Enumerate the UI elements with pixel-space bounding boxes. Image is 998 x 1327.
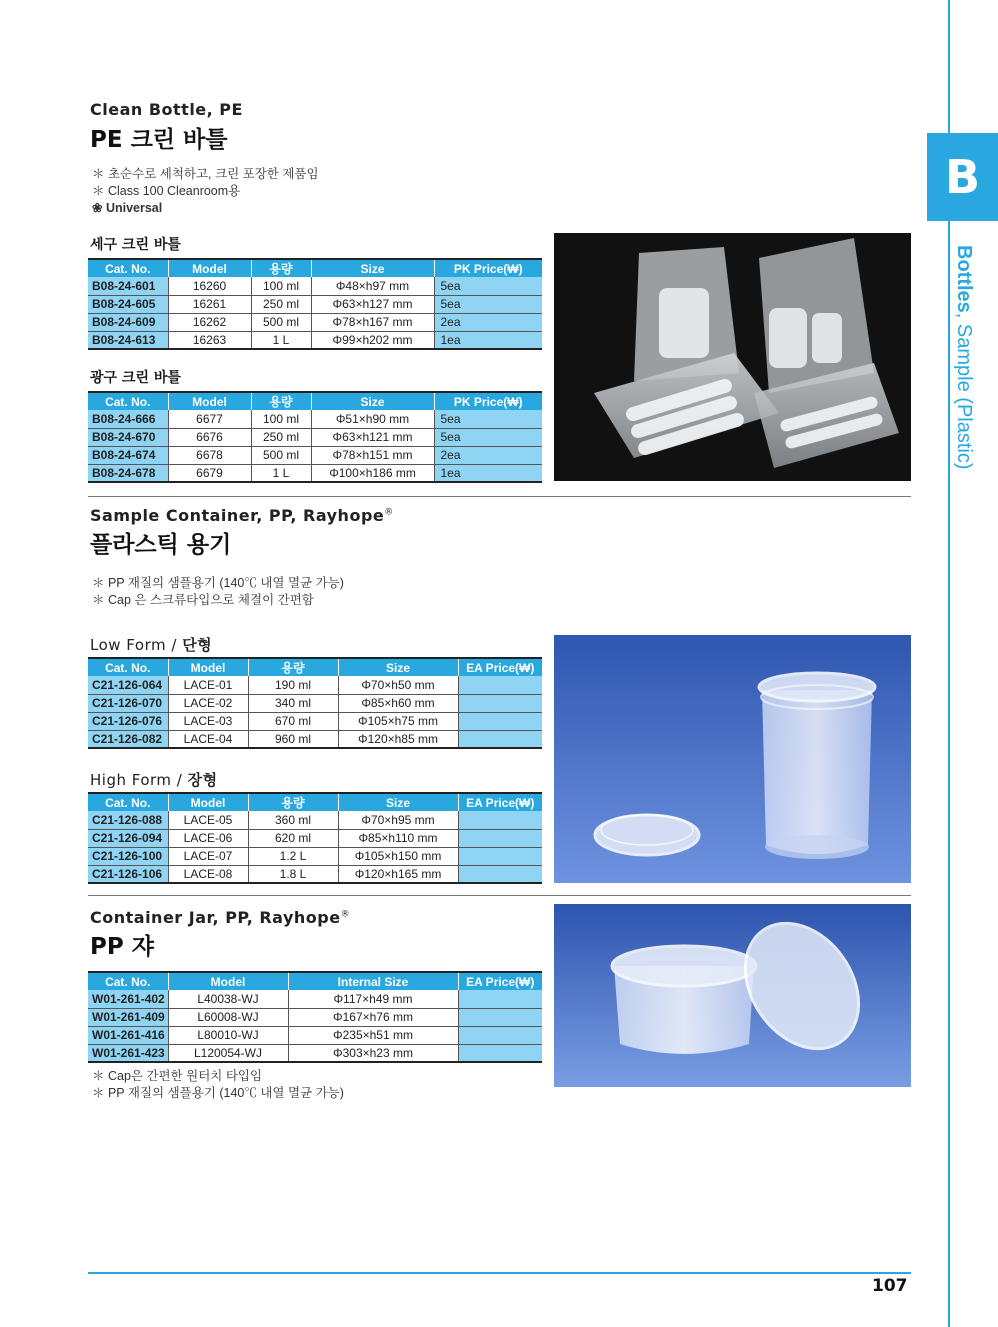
col-header-cat: Cat. No. xyxy=(88,392,168,410)
table-cell: W01-261-402 xyxy=(88,990,168,1008)
table-cell xyxy=(458,694,542,712)
table-cell: B08-24-605 xyxy=(88,295,168,313)
col-header-size: Size xyxy=(311,259,434,277)
col-header-volume: 용량 xyxy=(251,259,311,277)
table-cell: Φ105×h150 mm xyxy=(338,847,458,865)
table-cell: 190 ml xyxy=(248,676,338,694)
table-cell: C21-126-094 xyxy=(88,829,168,847)
s1-note-1: ＊ 초순수로 세척하고, 크린 포장한 제품임 xyxy=(92,167,319,181)
table-cell: Φ78×h167 mm xyxy=(311,313,434,331)
table-row xyxy=(88,694,542,712)
table-cell: Φ167×h76 mm xyxy=(288,1008,458,1026)
col-header-size: Size xyxy=(338,793,458,811)
s1-table2 xyxy=(88,391,542,483)
col-header-cat: Cat. No. xyxy=(88,259,168,277)
table-cell: 6678 xyxy=(168,446,251,464)
high-form-heading xyxy=(90,769,218,790)
table-cell: 1.2 L xyxy=(248,847,338,865)
table-cell: B08-24-609 xyxy=(88,313,168,331)
table-row xyxy=(88,295,542,313)
s3-title-en-text: Container Jar, PP, Rayhope xyxy=(90,908,341,927)
col-header-cat: Cat. No. xyxy=(88,658,168,676)
table-cell: B08-24-674 xyxy=(88,446,168,464)
s2-note-1: ＊ PP 재질의 샘플용기 (140℃ 내열 멸균 가능) xyxy=(92,576,344,590)
col-header-price: PK Price(₩) xyxy=(434,259,542,277)
table-row xyxy=(88,730,542,748)
col-header-model: Model xyxy=(168,259,251,277)
table-cell: 360 ml xyxy=(248,811,338,829)
col-header-size: Size xyxy=(338,658,458,676)
table-cell: Φ100×h186 mm xyxy=(311,464,434,482)
table-cell: W01-261-416 xyxy=(88,1026,168,1044)
table-cell xyxy=(458,847,542,865)
container-jar-photo xyxy=(554,904,911,1087)
registered-mark: ® xyxy=(340,909,351,920)
section-side-label xyxy=(952,245,975,470)
table-cell xyxy=(458,990,542,1008)
table-cell: Φ63×h127 mm xyxy=(311,295,434,313)
table-cell xyxy=(458,865,542,883)
table-cell: 620 ml xyxy=(248,829,338,847)
table-cell: Φ303×h23 mm xyxy=(288,1044,458,1062)
col-header-size: Size xyxy=(311,392,434,410)
table-cell: B08-24-666 xyxy=(88,410,168,428)
table-cell: 1.8 L xyxy=(248,865,338,883)
high-form-en: High Form / xyxy=(90,771,188,789)
table-cell: C21-126-088 xyxy=(88,811,168,829)
table-cell: C21-126-106 xyxy=(88,865,168,883)
s2-note-2: ＊ Cap 은 스크류타입으로 체결이 간편함 xyxy=(92,593,314,607)
table-cell: Φ85×h60 mm xyxy=(338,694,458,712)
table-cell: 1 L xyxy=(251,331,311,349)
col-header-price: EA Price(₩) xyxy=(458,972,542,990)
table-cell: B08-24-678 xyxy=(88,464,168,482)
table-cell: C21-126-076 xyxy=(88,712,168,730)
col-header-model: Model xyxy=(168,972,288,990)
table-cell: 340 ml xyxy=(248,694,338,712)
table-cell: 670 ml xyxy=(248,712,338,730)
table-cell: Φ117×h49 mm xyxy=(288,990,458,1008)
s3-title-ko: PP 쟈 xyxy=(90,934,154,960)
table-cell: 500 ml xyxy=(251,313,311,331)
clean-bottle-photo xyxy=(554,233,911,481)
col-header-cat: Cat. No. xyxy=(88,972,168,990)
table-cell: 5ea xyxy=(434,428,542,446)
table-cell: LACE-02 xyxy=(168,694,248,712)
table-cell: 2ea xyxy=(434,446,542,464)
s1-note-2: ＊ Class 100 Cleanroom용 xyxy=(92,184,241,198)
s3-title-en xyxy=(90,908,350,927)
table-cell: W01-261-409 xyxy=(88,1008,168,1026)
high-form-ko: 장형 xyxy=(187,771,218,789)
table-cell: B08-24-601 xyxy=(88,277,168,295)
table-cell: 2ea xyxy=(434,313,542,331)
registered-mark: ® xyxy=(384,507,394,518)
table-row xyxy=(88,829,542,847)
s1-title-ko: PE 크린 바틀 xyxy=(90,127,228,153)
table-cell: 5ea xyxy=(434,295,542,313)
table-cell xyxy=(458,1026,542,1044)
table-row xyxy=(88,1008,542,1026)
table-row xyxy=(88,712,542,730)
table-cell: C21-126-070 xyxy=(88,694,168,712)
table-cell: LACE-08 xyxy=(168,865,248,883)
s2-title-ko: 플라스틱 용기 xyxy=(90,532,232,558)
table-row xyxy=(88,464,542,482)
section-tab-letter: B xyxy=(927,133,998,221)
col-header-internal-size: Internal Size xyxy=(288,972,458,990)
table-row xyxy=(88,277,542,295)
table-row xyxy=(88,811,542,829)
table-cell: L60008-WJ xyxy=(168,1008,288,1026)
s2-title-en-text: Sample Container, PP, Rayhope xyxy=(90,506,385,525)
table-row xyxy=(88,865,542,883)
table-cell: 16260 xyxy=(168,277,251,295)
table-cell: L40038-WJ xyxy=(168,990,288,1008)
table-cell: 6676 xyxy=(168,428,251,446)
table-row xyxy=(88,313,542,331)
col-header-volume: 용량 xyxy=(248,658,338,676)
col-header-price: EA Price(₩) xyxy=(458,658,542,676)
table-row xyxy=(88,990,542,1008)
table-cell: Φ78×h151 mm xyxy=(311,446,434,464)
table-cell: Φ63×h121 mm xyxy=(311,428,434,446)
col-header-price: EA Price(₩) xyxy=(458,793,542,811)
table-cell: 16263 xyxy=(168,331,251,349)
table-row xyxy=(88,1026,542,1044)
table-cell: L120054-WJ xyxy=(168,1044,288,1062)
col-header-model: Model xyxy=(168,793,248,811)
s2-title-en xyxy=(90,506,394,525)
table-cell: Φ99×h202 mm xyxy=(311,331,434,349)
s1-table1 xyxy=(88,258,542,350)
table-cell: LACE-05 xyxy=(168,811,248,829)
col-header-volume: 용량 xyxy=(251,392,311,410)
sample-container-photo xyxy=(554,635,911,883)
table-cell: Φ48×h97 mm xyxy=(311,277,434,295)
table-cell: 5ea xyxy=(434,410,542,428)
table-cell: 500 ml xyxy=(251,446,311,464)
s1-title-en: Clean Bottle, PE xyxy=(90,100,243,119)
table-cell xyxy=(458,712,542,730)
s3-note-2: ＊ PP 재질의 샘플용기 (140℃ 내열 멸균 가능) xyxy=(92,1086,344,1100)
table-cell: C21-126-064 xyxy=(88,676,168,694)
table-cell: LACE-03 xyxy=(168,712,248,730)
table-cell xyxy=(458,730,542,748)
table-cell: B08-24-670 xyxy=(88,428,168,446)
table-cell: Φ85×h110 mm xyxy=(338,829,458,847)
table-row xyxy=(88,331,542,349)
page-number: 107 xyxy=(872,1276,908,1296)
low-form-heading xyxy=(90,634,212,655)
s1-note-3: ❀ Universal xyxy=(92,201,163,215)
table-cell: LACE-06 xyxy=(168,829,248,847)
table-cell: 250 ml xyxy=(251,295,311,313)
table-cell: W01-261-423 xyxy=(88,1044,168,1062)
table-row xyxy=(88,1044,542,1062)
table-cell: LACE-01 xyxy=(168,676,248,694)
table-cell: 1 L xyxy=(251,464,311,482)
table-cell xyxy=(458,811,542,829)
table-cell: L80010-WJ xyxy=(168,1026,288,1044)
table-cell: Φ120×h85 mm xyxy=(338,730,458,748)
table-cell: 6679 xyxy=(168,464,251,482)
low-form-table xyxy=(88,657,542,749)
table-cell: 1ea xyxy=(434,331,542,349)
table-cell: 250 ml xyxy=(251,428,311,446)
table-cell: Φ70×h95 mm xyxy=(338,811,458,829)
table-cell: B08-24-613 xyxy=(88,331,168,349)
section-divider-1 xyxy=(88,496,911,497)
table-cell xyxy=(458,1044,542,1062)
col-header-price: PK Price(₩) xyxy=(434,392,542,410)
table-row xyxy=(88,410,542,428)
table-cell: Φ70×h50 mm xyxy=(338,676,458,694)
container-jar-table xyxy=(88,971,542,1063)
table-cell: 1ea xyxy=(434,464,542,482)
col-header-cat: Cat. No. xyxy=(88,793,168,811)
s1-table1-title: 세구 크린 바틀 xyxy=(90,237,181,253)
table-cell: Φ235×h51 mm xyxy=(288,1026,458,1044)
table-row xyxy=(88,676,542,694)
high-form-table xyxy=(88,792,542,884)
table-cell: 100 ml xyxy=(251,277,311,295)
table-cell: Φ120×h165 mm xyxy=(338,865,458,883)
s3-note-1: ＊ Cap은 간편한 원터치 타입임 xyxy=(92,1069,263,1083)
table-row xyxy=(88,446,542,464)
section-divider-2 xyxy=(88,895,911,896)
s1-notes xyxy=(92,166,319,217)
table-cell: LACE-04 xyxy=(168,730,248,748)
table-cell: 16261 xyxy=(168,295,251,313)
side-label-bold: Bottles xyxy=(953,245,975,313)
col-header-volume: 용량 xyxy=(248,793,338,811)
table-row xyxy=(88,847,542,865)
table-cell: 16262 xyxy=(168,313,251,331)
table-cell: Φ105×h75 mm xyxy=(338,712,458,730)
side-label-rest: , Sample (Plastic) xyxy=(953,312,975,470)
table-cell: LACE-07 xyxy=(168,847,248,865)
low-form-ko: 단형 xyxy=(182,636,213,654)
s1-table2-title: 광구 크린 바틀 xyxy=(90,370,181,386)
table-cell: 960 ml xyxy=(248,730,338,748)
table-cell: 6677 xyxy=(168,410,251,428)
table-cell: C21-126-100 xyxy=(88,847,168,865)
table-row xyxy=(88,428,542,446)
col-header-model: Model xyxy=(168,658,248,676)
s3-notes xyxy=(92,1068,344,1102)
low-form-en: Low Form / xyxy=(90,636,183,654)
table-cell: 5ea xyxy=(434,277,542,295)
table-cell xyxy=(458,1008,542,1026)
col-header-model: Model xyxy=(168,392,251,410)
footer-line xyxy=(88,1272,911,1274)
table-cell xyxy=(458,829,542,847)
s2-notes xyxy=(92,575,344,609)
table-cell: 100 ml xyxy=(251,410,311,428)
table-cell: C21-126-082 xyxy=(88,730,168,748)
table-cell: Φ51×h90 mm xyxy=(311,410,434,428)
table-cell xyxy=(458,676,542,694)
